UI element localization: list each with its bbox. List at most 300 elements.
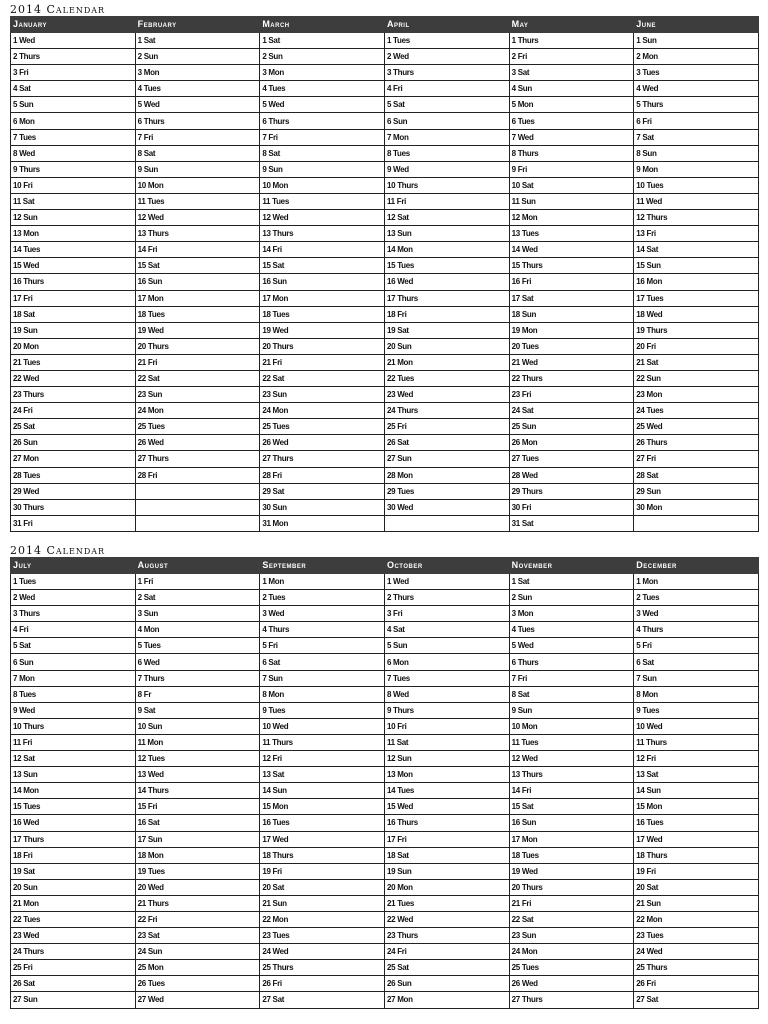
day-cell: 19 Wed — [135, 322, 260, 338]
day-cell: 22 Wed — [11, 370, 136, 386]
day-cell: 14 Fri — [260, 242, 385, 258]
day-cell: 3 Mon — [135, 65, 260, 81]
day-cell: 28 Tues — [11, 467, 136, 483]
table-row — [11, 622, 759, 638]
table-row — [11, 515, 759, 531]
day-cell: 11 Sat — [11, 193, 136, 209]
day-cell: 27 Thurs — [509, 992, 634, 1008]
table-row — [11, 702, 759, 718]
day-cell: 22 Sat — [260, 370, 385, 386]
day-cell: 12 Wed — [135, 210, 260, 226]
day-cell: 20 Sat — [260, 879, 385, 895]
day-cell: 2 Thurs — [384, 590, 509, 606]
month-header-may: May — [509, 17, 634, 33]
day-cell: 4 Sat — [11, 81, 136, 97]
day-cell: 27 Tues — [509, 451, 634, 467]
table-row — [11, 435, 759, 451]
day-cell: 3 Wed — [634, 606, 759, 622]
day-cell: 1 Sat — [260, 33, 385, 49]
day-cell: 21 Tues — [11, 354, 136, 370]
day-cell: 5 Sat — [11, 638, 136, 654]
day-cell: 4 Fri — [11, 622, 136, 638]
table-row — [11, 734, 759, 750]
table-row — [11, 467, 759, 483]
table-row — [11, 992, 759, 1008]
day-cell: 30 Wed — [384, 499, 509, 515]
day-cell: 22 Sun — [634, 370, 759, 386]
table-row — [11, 193, 759, 209]
day-cell: 20 Thurs — [260, 338, 385, 354]
day-cell: 13 Sat — [260, 767, 385, 783]
day-cell: 15 Fri — [135, 799, 260, 815]
day-cell: 18 Sat — [384, 847, 509, 863]
day-cell: 10 Wed — [260, 718, 385, 734]
day-cell: 23 Sat — [135, 928, 260, 944]
table-row — [11, 322, 759, 338]
day-cell: 15 Sat — [135, 258, 260, 274]
day-cell: 5 Wed — [260, 97, 385, 113]
day-cell: 19 Fri — [260, 863, 385, 879]
day-cell: 8 Wed — [11, 145, 136, 161]
table-row — [11, 783, 759, 799]
day-cell: 31 Mon — [260, 515, 385, 531]
day-cell: 22 Mon — [260, 911, 385, 927]
day-cell: 4 Mon — [135, 622, 260, 638]
day-cell: 16 Thurs — [384, 815, 509, 831]
day-cell: 3 Thurs — [384, 65, 509, 81]
day-cell: 19 Sat — [384, 322, 509, 338]
day-cell — [634, 515, 759, 531]
day-cell: 18 Thurs — [260, 847, 385, 863]
day-cell: 16 Tues — [634, 815, 759, 831]
day-cell — [135, 483, 260, 499]
table-row — [11, 419, 759, 435]
day-cell: 20 Thurs — [509, 879, 634, 895]
day-cell: 12 Sat — [11, 751, 136, 767]
day-cell: 23 Tues — [260, 928, 385, 944]
day-cell: 30 Fri — [509, 499, 634, 515]
day-cell: 2 Wed — [11, 590, 136, 606]
day-cell: 23 Sun — [260, 387, 385, 403]
day-cell: 21 Tues — [384, 895, 509, 911]
day-cell: 27 Wed — [135, 992, 260, 1008]
day-cell: 1 Wed — [384, 574, 509, 590]
table-row — [11, 403, 759, 419]
day-cell: 21 Sun — [634, 895, 759, 911]
table-row — [11, 306, 759, 322]
day-cell: 18 Fri — [384, 306, 509, 322]
day-cell: 12 Sun — [384, 751, 509, 767]
day-cell: 25 Mon — [135, 960, 260, 976]
day-cell: 30 Sun — [260, 499, 385, 515]
day-cell: 5 Sun — [384, 638, 509, 654]
day-cell: 12 Sat — [384, 210, 509, 226]
day-cell: 14 Wed — [509, 242, 634, 258]
day-cell: 2 Thurs — [11, 49, 136, 65]
day-cell: 24 Mon — [260, 403, 385, 419]
day-cell: 7 Sat — [634, 129, 759, 145]
day-cell: 7 Sun — [634, 670, 759, 686]
day-cell: 1 Sat — [509, 574, 634, 590]
day-cell: 12 Sun — [11, 210, 136, 226]
day-cell: 13 Sun — [384, 226, 509, 242]
table-row — [11, 161, 759, 177]
day-cell: 7 Wed — [509, 129, 634, 145]
day-cell: 6 Sun — [11, 654, 136, 670]
day-cell: 17 Sun — [135, 831, 260, 847]
day-cell: 17 Thurs — [384, 290, 509, 306]
day-cell: 1 Fri — [135, 574, 260, 590]
table-row — [11, 65, 759, 81]
day-cell: 14 Sun — [634, 783, 759, 799]
day-cell: 26 Tues — [135, 976, 260, 992]
day-cell: 25 Fri — [11, 960, 136, 976]
day-cell: 13 Thurs — [135, 226, 260, 242]
day-cell: 25 Tues — [260, 419, 385, 435]
day-cell: 16 Sun — [509, 815, 634, 831]
day-cell: 21 Mon — [11, 895, 136, 911]
day-cell: 14 Tues — [384, 783, 509, 799]
day-cell: 20 Wed — [135, 879, 260, 895]
day-cell: 22 Tues — [384, 370, 509, 386]
table-row — [11, 831, 759, 847]
day-cell: 6 Mon — [11, 113, 136, 129]
table-row — [11, 751, 759, 767]
day-cell: 15 Tues — [11, 799, 136, 815]
table-row — [11, 960, 759, 976]
day-cell — [135, 499, 260, 515]
day-cell: 26 Fri — [634, 976, 759, 992]
day-cell: 9 Sun — [260, 161, 385, 177]
day-cell: 9 Tues — [634, 702, 759, 718]
day-cell: 8 Sat — [509, 686, 634, 702]
day-cell: 31 Fri — [11, 515, 136, 531]
day-cell: 23 Sun — [509, 928, 634, 944]
day-cell: 22 Tues — [11, 911, 136, 927]
day-cell: 13 Sun — [11, 767, 136, 783]
day-cell: 10 Thurs — [11, 718, 136, 734]
day-cell: 16 Wed — [11, 815, 136, 831]
day-cell: 20 Mon — [11, 338, 136, 354]
day-cell: 27 Sun — [11, 992, 136, 1008]
table-row — [11, 606, 759, 622]
day-cell: 20 Fri — [634, 338, 759, 354]
calendar-section-second-half — [10, 545, 758, 1009]
day-cell: 9 Mon — [634, 161, 759, 177]
day-cell: 18 Sat — [11, 306, 136, 322]
table-row — [11, 944, 759, 960]
day-cell: 26 Sat — [11, 976, 136, 992]
day-cell: 24 Mon — [135, 403, 260, 419]
month-header-january: January — [11, 17, 136, 33]
day-cell: 2 Tues — [634, 590, 759, 606]
table-row — [11, 718, 759, 734]
table-row — [11, 483, 759, 499]
day-cell: 13 Thurs — [509, 767, 634, 783]
day-cell: 4 Sun — [509, 81, 634, 97]
day-cell: 29 Sun — [634, 483, 759, 499]
day-cell: 10 Sat — [509, 177, 634, 193]
day-cell: 1 Tues — [384, 33, 509, 49]
day-cell: 12 Mon — [509, 210, 634, 226]
table-row — [11, 590, 759, 606]
month-header-september: September — [260, 558, 385, 574]
day-cell: 16 Thurs — [11, 274, 136, 290]
day-cell: 15 Tues — [384, 258, 509, 274]
day-cell: 17 Sat — [509, 290, 634, 306]
day-cell: 20 Mon — [384, 879, 509, 895]
calendar-title: 2014 Calendar — [10, 544, 106, 557]
day-cell: 18 Tues — [509, 847, 634, 863]
day-cell: 29 Thurs — [509, 483, 634, 499]
day-cell: 15 Wed — [384, 799, 509, 815]
day-cell: 20 Sun — [384, 338, 509, 354]
day-cell — [384, 515, 509, 531]
day-cell: 20 Thurs — [135, 338, 260, 354]
day-cell: 6 Thurs — [260, 113, 385, 129]
day-cell: 1 Sun — [634, 33, 759, 49]
day-cell: 9 Tues — [260, 702, 385, 718]
day-cell: 23 Thurs — [384, 928, 509, 944]
day-cell: 7 Sun — [260, 670, 385, 686]
day-cell: 21 Fri — [509, 895, 634, 911]
table-row — [11, 767, 759, 783]
day-cell: 25 Sat — [11, 419, 136, 435]
day-cell: 16 Sun — [135, 274, 260, 290]
day-cell: 16 Tues — [260, 815, 385, 831]
day-cell: 30 Thurs — [11, 499, 136, 515]
day-cell: 20 Tues — [509, 338, 634, 354]
day-cell: 31 Sat — [509, 515, 634, 531]
table-row — [11, 879, 759, 895]
day-cell: 20 Sat — [634, 879, 759, 895]
day-cell: 16 Wed — [384, 274, 509, 290]
day-cell: 2 Sat — [135, 590, 260, 606]
day-cell: 24 Fri — [11, 403, 136, 419]
month-header-february: February — [135, 17, 260, 33]
day-cell: 17 Wed — [260, 831, 385, 847]
day-cell: 15 Sun — [634, 258, 759, 274]
day-cell: 18 Mon — [135, 847, 260, 863]
day-cell: 11 Mon — [135, 734, 260, 750]
day-cell: 6 Thurs — [509, 654, 634, 670]
day-cell: 6 Sat — [260, 654, 385, 670]
day-cell: 26 Wed — [260, 435, 385, 451]
month-header-august: August — [135, 558, 260, 574]
day-cell: 21 Mon — [384, 354, 509, 370]
table-row — [11, 113, 759, 129]
day-cell: 22 Wed — [384, 911, 509, 927]
day-cell: 27 Sat — [260, 992, 385, 1008]
day-cell: 2 Sun — [509, 590, 634, 606]
day-cell: 11 Tues — [135, 193, 260, 209]
day-cell: 13 Wed — [135, 767, 260, 783]
month-header-november: November — [509, 558, 634, 574]
day-cell: 19 Tues — [135, 863, 260, 879]
table-row — [11, 670, 759, 686]
day-cell: 2 Sun — [135, 49, 260, 65]
day-cell: 9 Thurs — [384, 702, 509, 718]
table-row — [11, 258, 759, 274]
day-cell — [135, 515, 260, 531]
day-cell: 24 Wed — [260, 944, 385, 960]
day-cell: 8 Tues — [384, 145, 509, 161]
day-cell: 25 Thurs — [634, 960, 759, 976]
day-cell: 19 Sat — [11, 863, 136, 879]
day-cell: 7 Fri — [260, 129, 385, 145]
day-cell: 11 Fri — [384, 193, 509, 209]
day-cell: 19 Wed — [509, 863, 634, 879]
month-header-july: July — [11, 558, 136, 574]
day-cell: 5 Mon — [509, 97, 634, 113]
day-cell: 12 Fri — [260, 751, 385, 767]
day-cell: 19 Thurs — [634, 322, 759, 338]
day-cell: 7 Mon — [11, 670, 136, 686]
table-row — [11, 242, 759, 258]
day-cell: 14 Fri — [509, 783, 634, 799]
day-cell: 18 Sun — [509, 306, 634, 322]
day-cell: 29 Sat — [260, 483, 385, 499]
day-cell: 4 Thurs — [634, 622, 759, 638]
day-cell: 26 Thurs — [634, 435, 759, 451]
day-cell: 24 Sun — [135, 944, 260, 960]
table-row — [11, 815, 759, 831]
table-row — [11, 895, 759, 911]
day-cell: 15 Thurs — [509, 258, 634, 274]
day-cell: 11 Tues — [509, 734, 634, 750]
day-cell: 13 Mon — [384, 767, 509, 783]
day-cell: 15 Sat — [509, 799, 634, 815]
day-cell: 10 Mon — [260, 177, 385, 193]
day-cell: 21 Fri — [135, 354, 260, 370]
day-cell: 6 Sun — [384, 113, 509, 129]
day-cell: 17 Wed — [634, 831, 759, 847]
day-cell: 23 Sun — [135, 387, 260, 403]
day-cell: 5 Wed — [135, 97, 260, 113]
day-cell: 14 Thurs — [135, 783, 260, 799]
table-row — [11, 81, 759, 97]
day-cell: 21 Sun — [260, 895, 385, 911]
day-cell: 9 Wed — [384, 161, 509, 177]
day-cell: 29 Tues — [384, 483, 509, 499]
calendar-title: 2014 Calendar — [10, 3, 106, 16]
day-cell: 4 Tues — [260, 81, 385, 97]
day-cell: 1 Wed — [11, 33, 136, 49]
table-row — [11, 928, 759, 944]
month-header-row — [11, 558, 759, 574]
day-cell: 3 Fri — [11, 65, 136, 81]
day-cell: 16 Sun — [260, 274, 385, 290]
day-cell: 8 Mon — [260, 686, 385, 702]
day-cell: 14 Tues — [11, 242, 136, 258]
day-cell: 12 Wed — [260, 210, 385, 226]
calendar-section-first-half — [10, 4, 758, 532]
day-cell: 1 Sat — [135, 33, 260, 49]
table-row — [11, 354, 759, 370]
day-cell: 4 Tues — [509, 622, 634, 638]
day-cell: 9 Thurs — [11, 161, 136, 177]
day-cell: 1 Thurs — [509, 33, 634, 49]
day-cell: 7 Tues — [384, 670, 509, 686]
day-cell: 1 Mon — [634, 574, 759, 590]
day-cell: 5 Wed — [509, 638, 634, 654]
day-cell: 2 Wed — [384, 49, 509, 65]
day-cell: 27 Thurs — [135, 451, 260, 467]
day-cell: 9 Sun — [509, 702, 634, 718]
day-cell: 25 Wed — [634, 419, 759, 435]
day-cell: 4 Fri — [384, 81, 509, 97]
day-cell: 16 Mon — [634, 274, 759, 290]
day-cell: 21 Fri — [260, 354, 385, 370]
day-cell: 18 Fri — [11, 847, 136, 863]
day-cell: 26 Sun — [384, 976, 509, 992]
day-cell: 16 Fri — [509, 274, 634, 290]
day-cell: 25 Sun — [509, 419, 634, 435]
day-cell: 27 Sun — [384, 451, 509, 467]
table-row — [11, 129, 759, 145]
day-cell: 30 Mon — [634, 499, 759, 515]
day-cell: 9 Sat — [135, 702, 260, 718]
day-cell: 18 Tues — [135, 306, 260, 322]
day-cell: 10 Tues — [634, 177, 759, 193]
day-cell: 3 Tues — [634, 65, 759, 81]
day-cell: 3 Fri — [384, 606, 509, 622]
table-row — [11, 863, 759, 879]
day-cell: 24 Thurs — [11, 944, 136, 960]
day-cell: 21 Thurs — [135, 895, 260, 911]
table-row — [11, 799, 759, 815]
day-cell: 9 Wed — [11, 702, 136, 718]
day-cell: 11 Thurs — [260, 734, 385, 750]
month-header-row — [11, 17, 759, 33]
table-row — [11, 686, 759, 702]
day-cell: 5 Sun — [11, 97, 136, 113]
day-cell: 7 Thurs — [135, 670, 260, 686]
month-header-october: October — [384, 558, 509, 574]
day-cell: 17 Fri — [11, 290, 136, 306]
day-cell: 22 Sat — [135, 370, 260, 386]
day-cell: 20 Sun — [11, 879, 136, 895]
day-cell: 11 Thurs — [634, 734, 759, 750]
day-cell: 11 Wed — [634, 193, 759, 209]
day-cell: 23 Thurs — [11, 387, 136, 403]
day-cell: 4 Thurs — [260, 622, 385, 638]
day-cell: 10 Fri — [11, 177, 136, 193]
table-row — [11, 387, 759, 403]
day-cell: 25 Tues — [135, 419, 260, 435]
table-row — [11, 226, 759, 242]
day-cell: 10 Wed — [634, 718, 759, 734]
day-cell: 24 Thurs — [384, 403, 509, 419]
day-cell: 18 Tues — [260, 306, 385, 322]
day-cell: 28 Wed — [509, 467, 634, 483]
day-cell: 10 Mon — [135, 177, 260, 193]
day-cell: 6 Sat — [634, 654, 759, 670]
table-row — [11, 654, 759, 670]
day-cell: 3 Thurs — [11, 606, 136, 622]
table-row — [11, 911, 759, 927]
day-cell: 8 Sun — [634, 145, 759, 161]
day-cell: 8 Wed — [384, 686, 509, 702]
table-row — [11, 274, 759, 290]
day-cell: 29 Wed — [11, 483, 136, 499]
day-cell: 3 Wed — [260, 606, 385, 622]
day-cell: 19 Sun — [384, 863, 509, 879]
day-cell: 2 Tues — [260, 590, 385, 606]
day-cell: 6 Tues — [509, 113, 634, 129]
day-cell: 5 Sat — [384, 97, 509, 113]
day-cell: 27 Mon — [11, 451, 136, 467]
